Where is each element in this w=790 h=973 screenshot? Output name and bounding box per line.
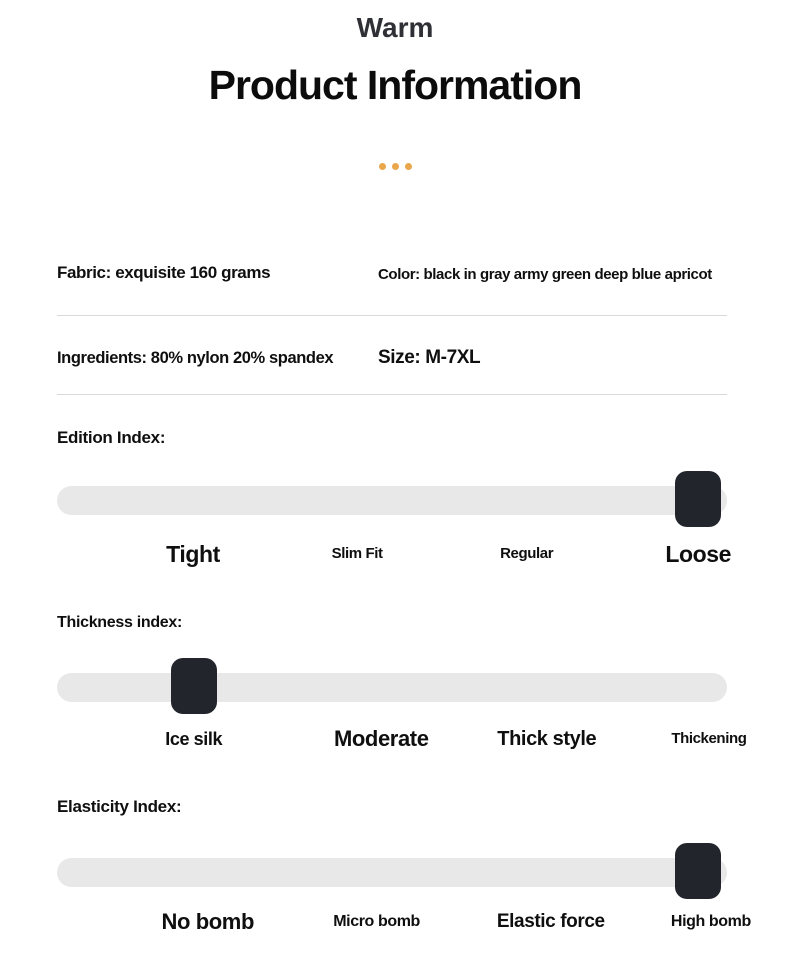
edition-slider-handle[interactable] (675, 471, 721, 527)
elasticity-slider-track[interactable] (57, 858, 727, 887)
option-tight: Tight (166, 541, 220, 567)
elasticity-options-row (57, 907, 751, 937)
option-moderate: Moderate (333, 726, 429, 751)
spec-ingredients: Ingredients: 80% nylon 20% spandex (57, 349, 334, 367)
option-high-bomb: High bomb (670, 913, 751, 930)
elasticity-index-label: Elasticity Index: (57, 797, 182, 816)
decorative-dots-icon (0, 163, 790, 170)
elasticity-index-slider[interactable] (57, 843, 727, 899)
spec-color: Color: black in gray army green deep blue apricot (378, 266, 712, 283)
dot-icon (379, 163, 386, 170)
option-thickening: Thickening (671, 730, 747, 747)
page-title: Product Information (208, 62, 582, 108)
spec-fabric: Fabric: exquisite 160 grams (57, 263, 271, 282)
thickness-index-slider[interactable] (57, 658, 727, 714)
option-regular: Regular (500, 545, 554, 562)
option-slim-fit: Slim Fit (331, 545, 383, 562)
edition-index-slider[interactable] (57, 471, 727, 527)
option-ice-silk: Ice silk (165, 729, 223, 749)
page-subtitle: Warm (356, 12, 434, 43)
elasticity-slider-handle[interactable] (675, 843, 721, 899)
option-elastic-force: Elastic force (496, 911, 605, 932)
thickness-slider-track[interactable] (57, 673, 727, 702)
divider (57, 315, 727, 316)
edition-options-row (57, 539, 732, 569)
edition-slider-track[interactable] (57, 486, 727, 515)
option-thick-style: Thick style (497, 728, 597, 750)
thickness-options-row (57, 724, 747, 754)
option-no-bomb: No bomb (161, 909, 255, 934)
thickness-slider-handle[interactable] (171, 658, 217, 714)
dot-icon (405, 163, 412, 170)
option-micro-bomb: Micro bomb (333, 913, 420, 930)
option-loose: Loose (665, 541, 732, 567)
spec-size: Size: M-7XL (378, 347, 481, 368)
edition-index-label: Edition Index: (57, 428, 166, 447)
dot-icon (392, 163, 399, 170)
divider (57, 394, 727, 395)
thickness-index-label: Thickness index: (57, 614, 183, 631)
